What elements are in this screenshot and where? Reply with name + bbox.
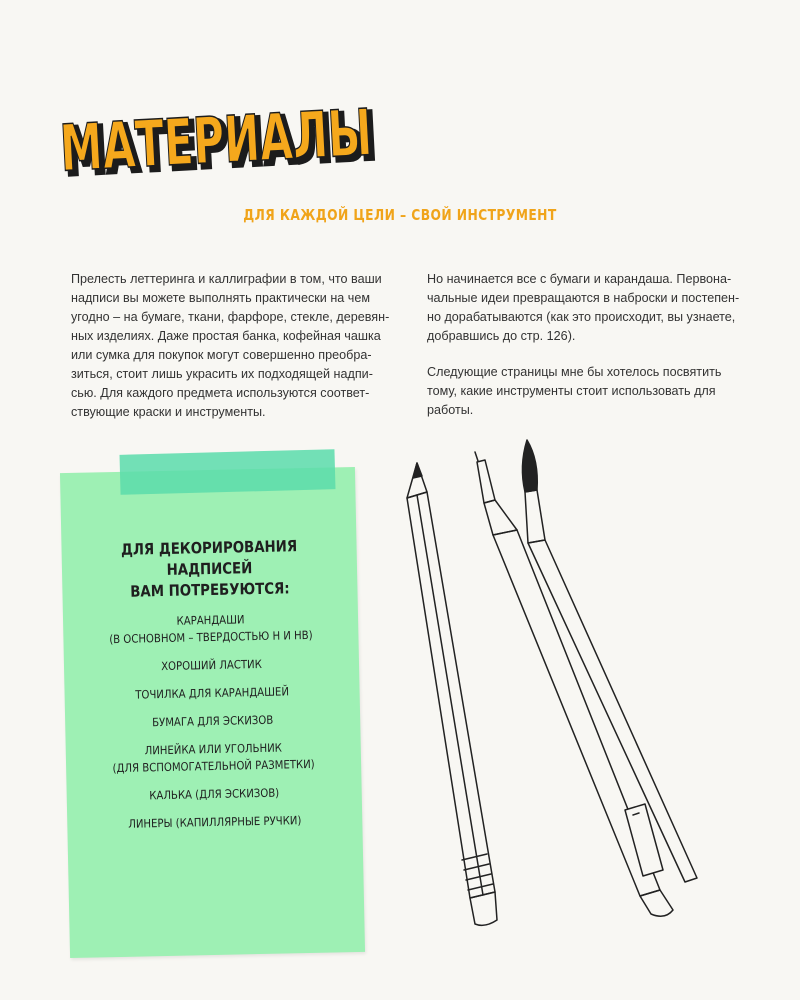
page-subtitle: ДЛЯ КАЖДОЙ ЦЕЛИ – СВОЙ ИНСТРУМЕНТ (243, 206, 557, 224)
list-item: БУМАГА ДЛЯ ЭСКИЗОВ (151, 712, 274, 730)
pencil-icon (407, 463, 497, 925)
masking-tape (120, 449, 336, 495)
list-item: КАРАНДАШИ (В ОСНОВНОМ – ТВЕРДОСТЬЮ H И HB) (109, 612, 313, 647)
note-heading: ДЛЯ ДЕКОРИРОВАНИЯ НАДПИСЕЙ ВАМ ПОТРЕБУЮТСЯ: (120, 537, 298, 601)
paper-pencil-paragraph: Но начинается все с бумаги и карандаша. Первона- чальные идеи превращаются в наброски и постепен- но дорабатываются (как это происходит, вы узнаете, добравшись до стр. 126). (427, 272, 740, 343)
tools-illustration (395, 430, 715, 950)
page-title (58, 81, 393, 198)
paintbrush-icon (522, 440, 697, 882)
left-column (71, 270, 391, 439)
list-item: ЛИНЕЙКА ИЛИ УГОЛЬНИК (ДЛЯ ВСПОМОГАТЕЛЬНОЙ РАЗМЕТКИ) (112, 740, 315, 776)
svg-text:МАТЕРИАЛЫ: МАТЕРИАЛЫ (62, 91, 393, 191)
next-pages-paragraph: Следующие страницы мне бы хотелось посвятить тому, какие инструменты стоит использовать для работы. (427, 365, 722, 417)
materials-list (81, 609, 345, 844)
title-lettering (58, 81, 393, 198)
list-item: ЛИНЕРЫ (КАПИЛЛЯРНЫЕ РУЧКИ) (128, 813, 302, 831)
fineliner-pen-icon (475, 452, 673, 916)
page-title-text: МАТЕРИАЛЫ (58, 88, 393, 187)
list-item: КАЛЬКА (ДЛЯ ЭСКИЗОВ) (149, 785, 280, 803)
list-item: ХОРОШИЙ ЛАСТИК (161, 656, 262, 674)
sticky-note (60, 467, 365, 958)
right-column (427, 270, 747, 437)
list-item: ТОЧИЛКА ДЛЯ КАРАНДАШЕЙ (135, 684, 290, 702)
intro-paragraph: Прелесть леттеринга и каллиграфии в том, что ваши надписи вы можете выполнять практически на чем угодно – на бумаге, ткани, фарфоре, стекле, деревян- ных изделиях. Даже простая банка, кофейная чашка или сумка для покупок могут совершенно преобра- зиться, стоит лишь украсить их подходящей надпи- сью. Для каждого предмета используются соответ- ствующие краски и инструменты. (71, 272, 390, 419)
